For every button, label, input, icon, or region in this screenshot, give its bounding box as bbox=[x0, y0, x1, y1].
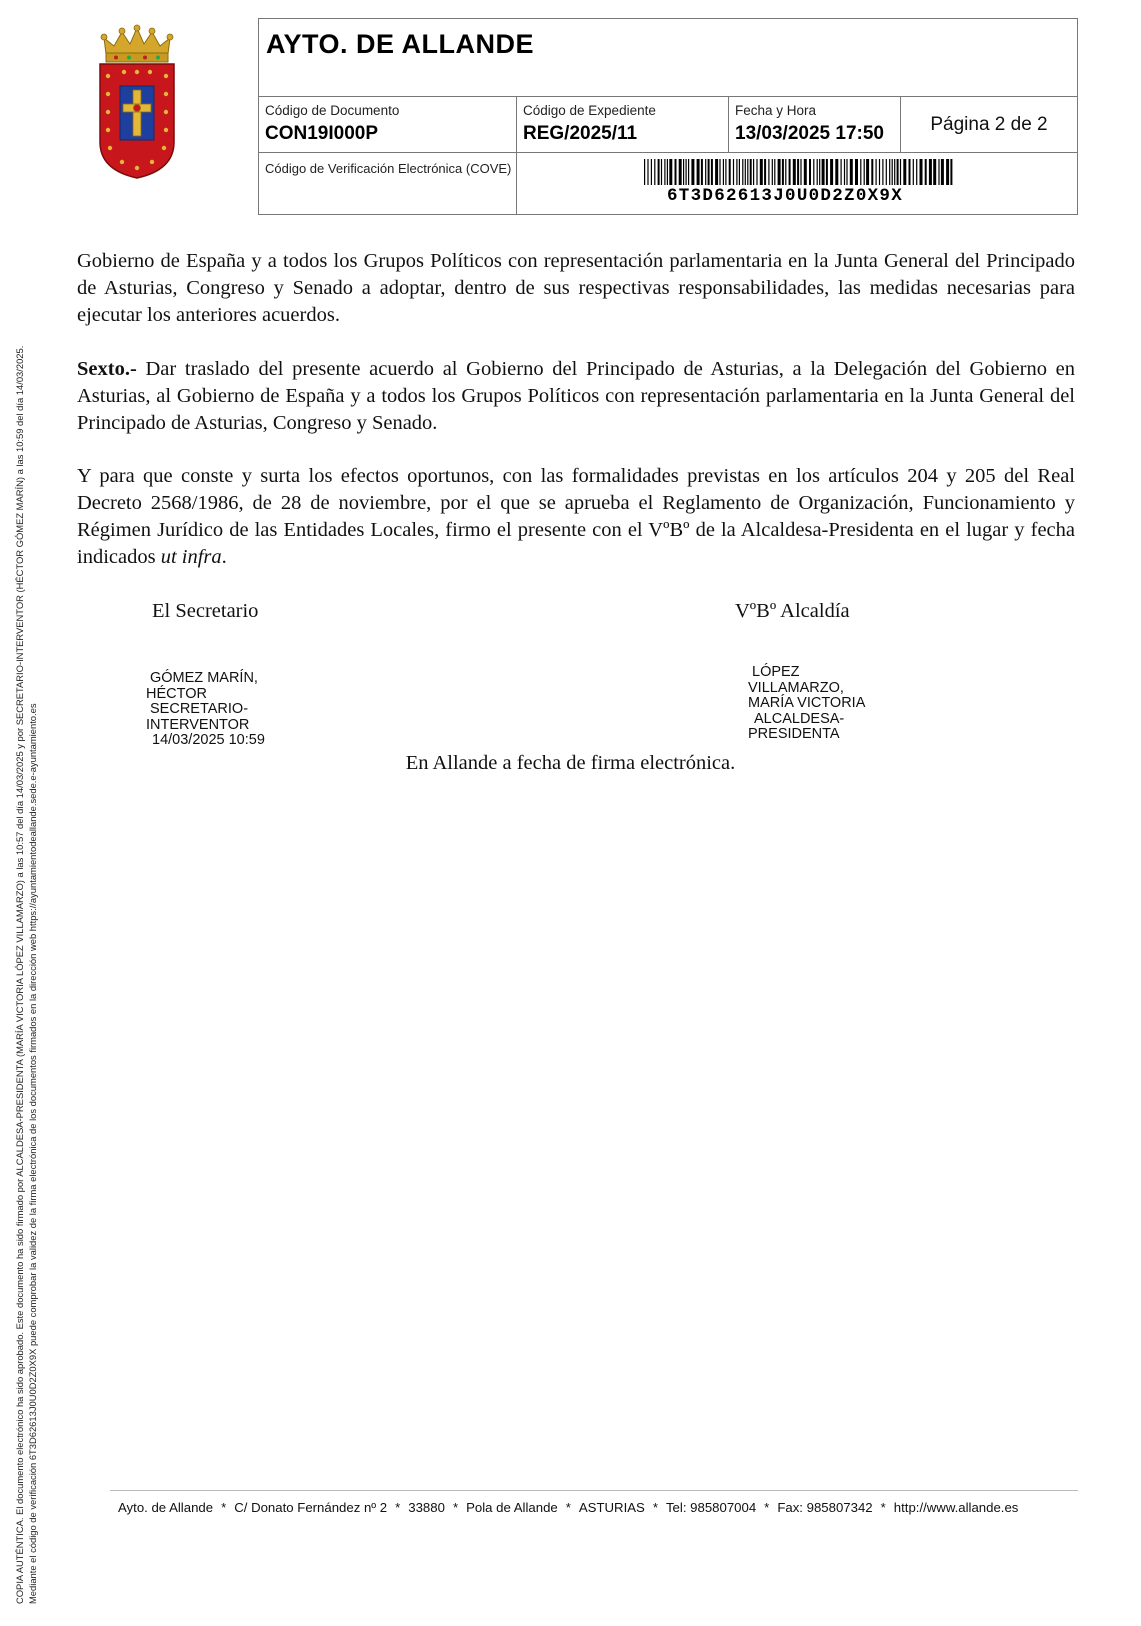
crown-icon bbox=[101, 25, 173, 62]
footer-item: 33880 bbox=[408, 1500, 445, 1515]
document-header-box bbox=[258, 18, 1078, 215]
document-code-cell bbox=[259, 97, 517, 153]
signature-line: SECRETARIO- bbox=[150, 701, 249, 717]
mayor-signature-block bbox=[748, 665, 865, 743]
cove-code-cell bbox=[517, 153, 1077, 214]
footer-item: Ayto. de Allande bbox=[118, 1500, 214, 1515]
vertical-authentication-note bbox=[14, 14, 39, 1604]
paragraph-certification bbox=[77, 463, 1075, 571]
footer-separator: * bbox=[221, 1500, 227, 1515]
footer-divider bbox=[110, 1490, 1078, 1491]
footer-separator: * bbox=[452, 1500, 459, 1515]
authentication-line-1: COPIA AUTÉNTICA. El documento electrónico ha sido aprobado. Este documento ha sido firmado por ALCALDESA-PRESIDENTA (MARÍA VICTORIA LÓPEZ VILLAMARZO) a las 10:57 del día 14/03/2025 y por SECRETARIO-INTERVENTOR (HÉCTOR GÓMEZ MARÍN) a las 10:59 del día 14/03/2025. bbox=[14, 345, 25, 1604]
datetime-value: 13/03/2025 17:50 bbox=[735, 123, 884, 144]
paragraph-certification-text: Y para que conste y surta los efectos oportunos, con las formalidades previstas en los artículos 204 y 205 del Real Decreto 2568/1986, de 28 de noviembre, por el que se aprueba el Reglamento de Organización, Funcionamiento y Régimen Jurídico de las Entidades Locales, firmo el presente con el VºBº de la Alcaldesa-Presidenta en el lugar y fecha indicados bbox=[77, 465, 1075, 568]
footer-item: C/ Donato Fernández nº 2 bbox=[234, 1500, 388, 1515]
cove-code-value: 6T3D62613J0U0D2Z0X9X bbox=[667, 186, 904, 206]
place-and-date: En Allande a fecha de firma electrónica. bbox=[405, 752, 736, 774]
secretary-role-label: El Secretario bbox=[152, 600, 259, 622]
footer-separator: * bbox=[565, 1500, 571, 1515]
document-code-label: Código de Documento bbox=[265, 103, 400, 118]
municipality-title: AYTO. DE ALLANDE bbox=[266, 29, 535, 59]
signature-line: HÉCTOR bbox=[146, 685, 207, 702]
footer-item: Tel: 985807004 bbox=[665, 1500, 757, 1515]
header-title-row bbox=[259, 19, 1077, 97]
footer-separator: * bbox=[880, 1500, 886, 1515]
paragraph-certification-end: . bbox=[221, 546, 227, 568]
signature-line: LÓPEZ bbox=[752, 664, 800, 680]
footer-item: ASTURIAS bbox=[578, 1500, 645, 1515]
page-number-cell bbox=[901, 97, 1077, 153]
page-number: Página 2 de 2 bbox=[930, 114, 1048, 135]
datetime-label: Fecha y Hora bbox=[735, 103, 817, 118]
signature-line: ALCALDESA- bbox=[754, 710, 845, 727]
signature-line: PRESIDENTA bbox=[748, 726, 840, 742]
secretary-signature-block bbox=[146, 671, 265, 749]
coat-of-arms-logo bbox=[96, 24, 178, 180]
file-code-value: REG/2025/11 bbox=[523, 123, 638, 144]
authentication-line-2: Mediante el código de verificación 6T3D62613J0U0D2Z0X9X puede comprobar la validez de la firma electrónica de los documentos firmados en la dirección web https://ayuntamientodeallande.sede.e-ayuntamiento.es bbox=[26, 703, 38, 1604]
footer-separator: * bbox=[652, 1500, 658, 1515]
paragraph-certification-italic: ut infra bbox=[160, 546, 222, 568]
paragraph-sexto-lead: Sexto.- bbox=[77, 358, 137, 380]
paragraph-sexto bbox=[77, 356, 1075, 437]
paragraph-sexto-text: Dar traslado del presente acuerdo al Gobierno del Principado de Asturias, a la Delegación del Gobierno en Asturias, al Gobierno de España y a todos los Grupos Políticos con representación parlamentaria en la Junta General del Principado de Asturias, Congreso y Senado. bbox=[77, 358, 1075, 434]
footer-item: Fax: 985807342 bbox=[777, 1500, 873, 1515]
footer-separator: * bbox=[764, 1500, 770, 1515]
paragraph-continuation: Gobierno de España y a todos los Grupos Políticos con representación parlamentaria en la Junta General del Principado de Asturias, Congreso y Senado a adoptar, dentro de sus respectivas responsabilidades, las medidas necesarias para ejecutar los anteriores acuerdos. bbox=[77, 250, 1075, 326]
signature-line: INTERVENTOR bbox=[146, 716, 250, 733]
footer-item: http://www.allande.es bbox=[893, 1500, 1019, 1515]
datetime-cell bbox=[729, 97, 901, 153]
signature-line: MARÍA VICTORIA bbox=[748, 695, 866, 711]
footer-separator: * bbox=[395, 1500, 401, 1515]
signature-line: VILLAMARZO, bbox=[748, 679, 844, 696]
cove-label-cell bbox=[259, 153, 517, 214]
barcode-icon bbox=[644, 159, 954, 185]
cove-label: Código de Verificación Electrónica (COVE) bbox=[265, 161, 512, 176]
signature-line: 14/03/2025 10:59 bbox=[152, 732, 265, 748]
footer-address bbox=[118, 1500, 1018, 1515]
footer-item: Pola de Allande bbox=[466, 1500, 558, 1515]
file-code-label: Código de Expediente bbox=[523, 103, 656, 118]
document-code-value: CON19I000P bbox=[265, 123, 379, 144]
file-code-cell bbox=[517, 97, 729, 153]
mayor-approval-label: VºBº Alcaldía bbox=[735, 600, 850, 622]
signature-line: GÓMEZ MARÍN, bbox=[150, 670, 258, 686]
